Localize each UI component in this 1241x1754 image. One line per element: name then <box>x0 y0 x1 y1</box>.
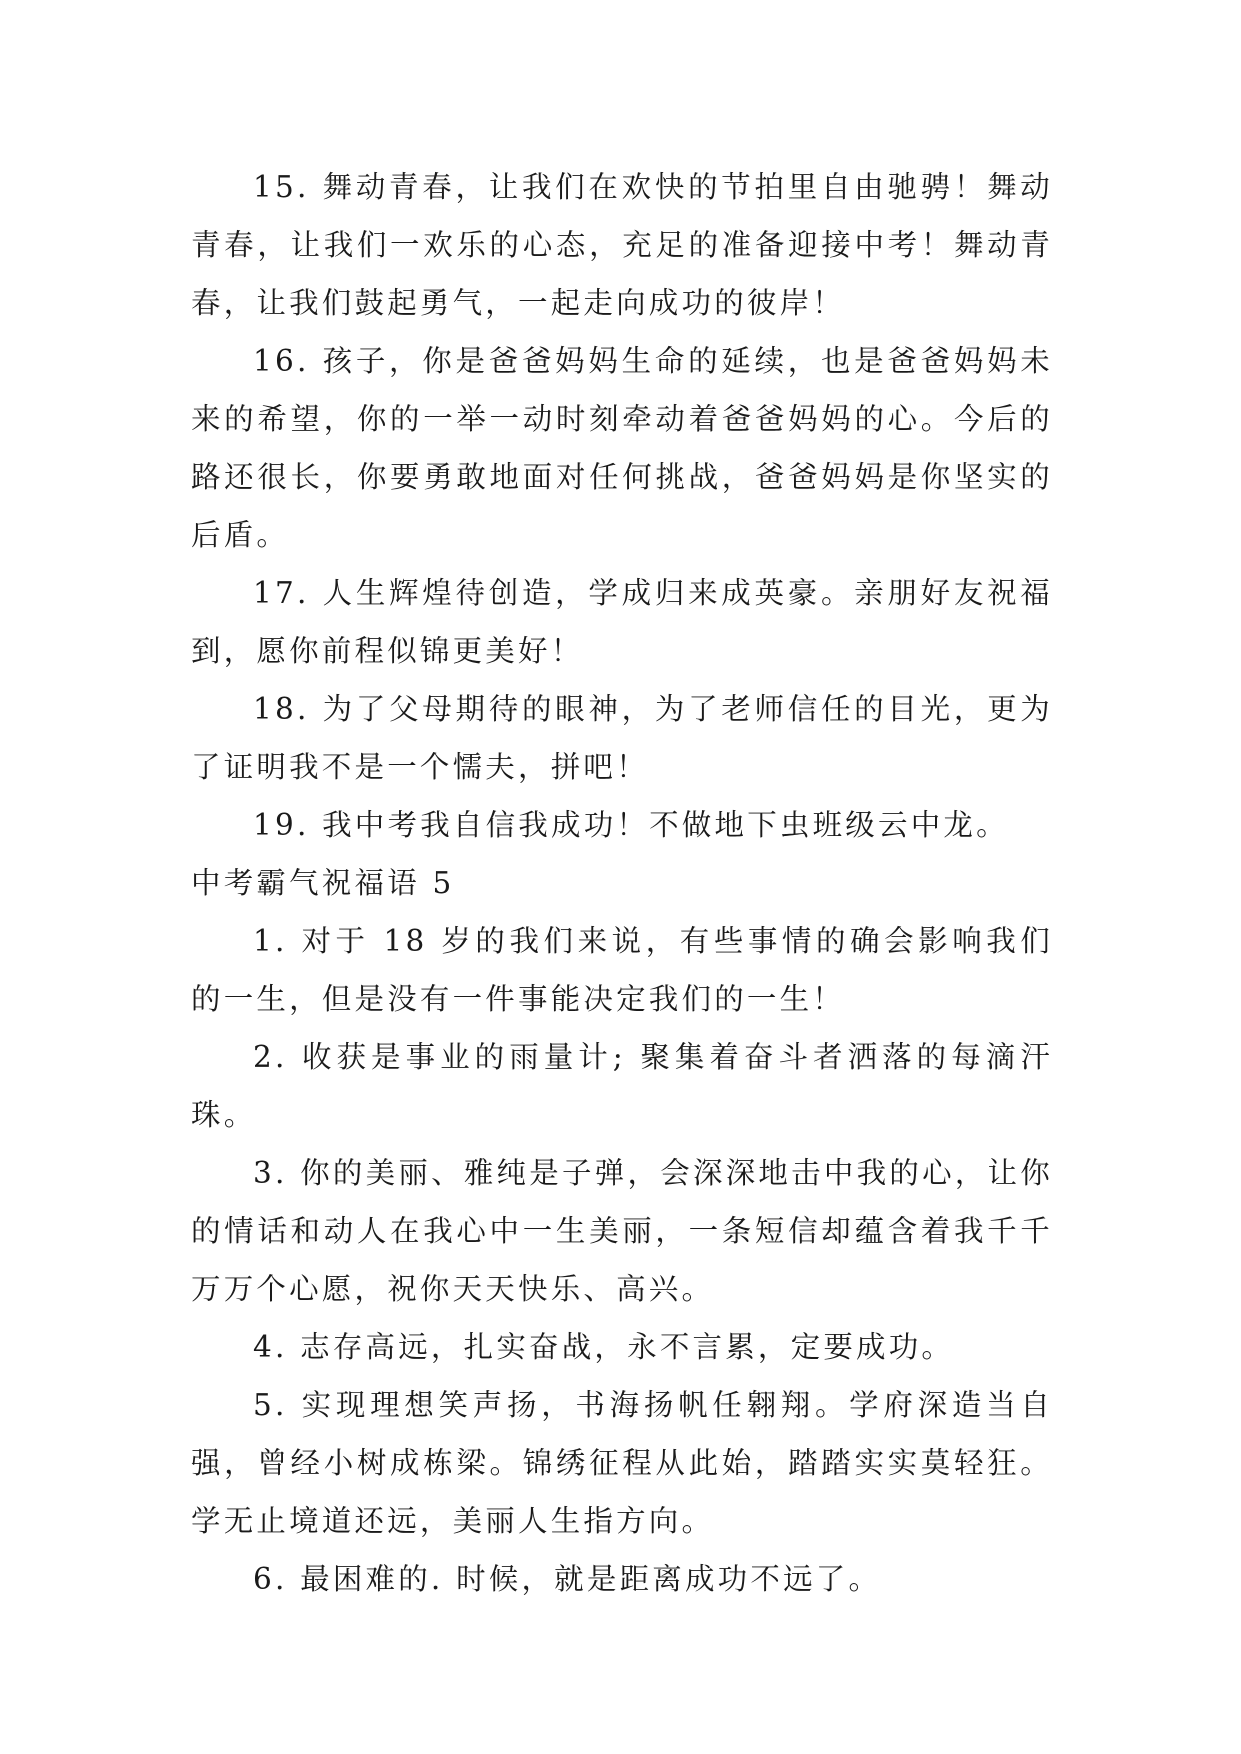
list-item-19: 19. 我中考我自信我成功！不做地下虫班级云中龙。 <box>253 808 1009 842</box>
list-item-5: 5. 实现理想笑声扬，书海扬帆任翱翔。学府深造当自强，曾经小树成栋梁。锦绣征程从此始，踏踏实实莫轻狂。学无止境道还远，美丽人生指方向。 <box>191 1388 1053 1538</box>
document-body <box>191 158 1053 1608</box>
list-item-1: 1. 对于 18 岁的我们来说，有些事情的确会影响我们的一生，但是没有一件事能决定我们的一生！ <box>191 924 1053 1016</box>
list-item-3: 3. 你的美丽、雅纯是子弹，会深深地击中我的心，让你的情话和动人在我心中一生美丽，一条短信却蕴含着我千千万万个心愿，祝你天天快乐、高兴。 <box>191 1156 1053 1306</box>
list-item-6: 6. 最困难的. 时候，就是距离成功不远了。 <box>253 1562 882 1596</box>
list-item-4: 4. 志存高远，扎实奋战，永不言累，定要成功。 <box>253 1330 955 1364</box>
section-heading: 中考霸气祝福语 5 <box>191 866 455 900</box>
list-item-15: 15. 舞动青春，让我们在欢快的节拍里自由驰骋！舞动青春，让我们一欢乐的心态，充足的准备迎接中考！舞动青春，让我们鼓起勇气，一起走向成功的彼岸！ <box>191 170 1053 320</box>
list-item-17: 17. 人生辉煌待创造，学成归来成英豪。亲朋好友祝福到，愿你前程似锦更美好！ <box>191 576 1053 668</box>
list-item-16: 16. 孩子，你是爸爸妈妈生命的延续，也是爸爸妈妈未来的希望，你的一举一动时刻牵动着爸爸妈妈的心。今后的路还很长，你要勇敢地面对任何挑战，爸爸妈妈是你坚实的后盾。 <box>191 344 1053 552</box>
list-item-18: 18. 为了父母期待的眼神，为了老师信任的目光，更为了证明我不是一个懦夫，拼吧！ <box>191 692 1053 784</box>
list-item-2: 2. 收获是事业的雨量计; 聚集着奋斗者洒落的每滴汗珠。 <box>191 1040 1053 1132</box>
